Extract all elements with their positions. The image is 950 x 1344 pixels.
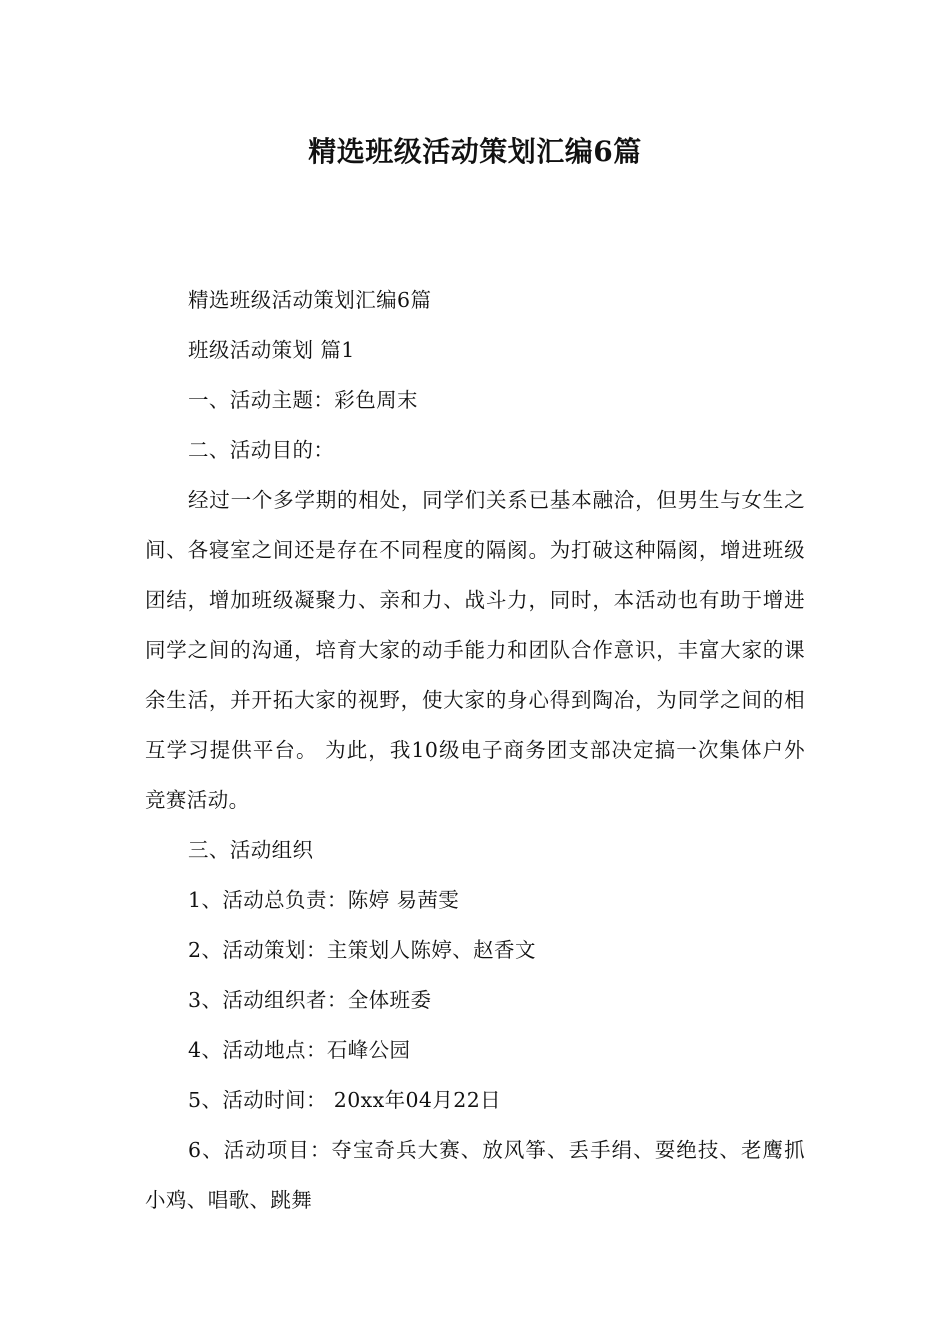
list-item: 4、活动地点：石峰公园 [188, 1038, 411, 1062]
paragraph-heading: 精选班级活动策划汇编6篇 [188, 288, 432, 312]
document-title: 精选班级活动策划汇编6篇 [308, 135, 642, 168]
paragraph-purpose-heading: 二、活动目的： [188, 438, 335, 462]
list-item: 5、活动时间： 20xx年04月22日 [188, 1088, 502, 1112]
list-item: 2、活动策划：主策划人陈婷、赵香文 [188, 938, 536, 962]
list-item: 6、活动项目：夺宝奇兵大赛、放风筝、丢手绢、耍绝技、老鹰抓小鸡、唱歌、跳舞 [145, 1138, 805, 1212]
document-body [145, 275, 805, 1225]
paragraph-section-title: 班级活动策划 篇1 [188, 338, 355, 362]
paragraph-organization-heading: 三、活动组织 [188, 838, 314, 862]
paragraph-purpose-body: 经过一个多学期的相处，同学们关系已基本融洽，但男生与女生之间、各寝室之间还是存在不同程度的隔阂。为打破这种隔阂，增进班级团结，增加班级凝聚力、亲和力、战斗力，同时，本活动也有助于增进同学之间的沟通，培育大家的动手能力和团队合作意识，丰富大家的课余生活，并开拓大家的视野，使大家的身心得到陶冶，为同学之间的相互学习提供平台。 为此，我10级电子商务团支部决定搞一次集体户外竞赛活动。 [145, 488, 805, 812]
paragraph-theme: 一、活动主题：彩色周末 [188, 388, 418, 412]
list-item: 3、活动组织者：全体班委 [188, 988, 432, 1012]
list-item: 1、活动总负责：陈婷 易茜雯 [188, 888, 460, 912]
